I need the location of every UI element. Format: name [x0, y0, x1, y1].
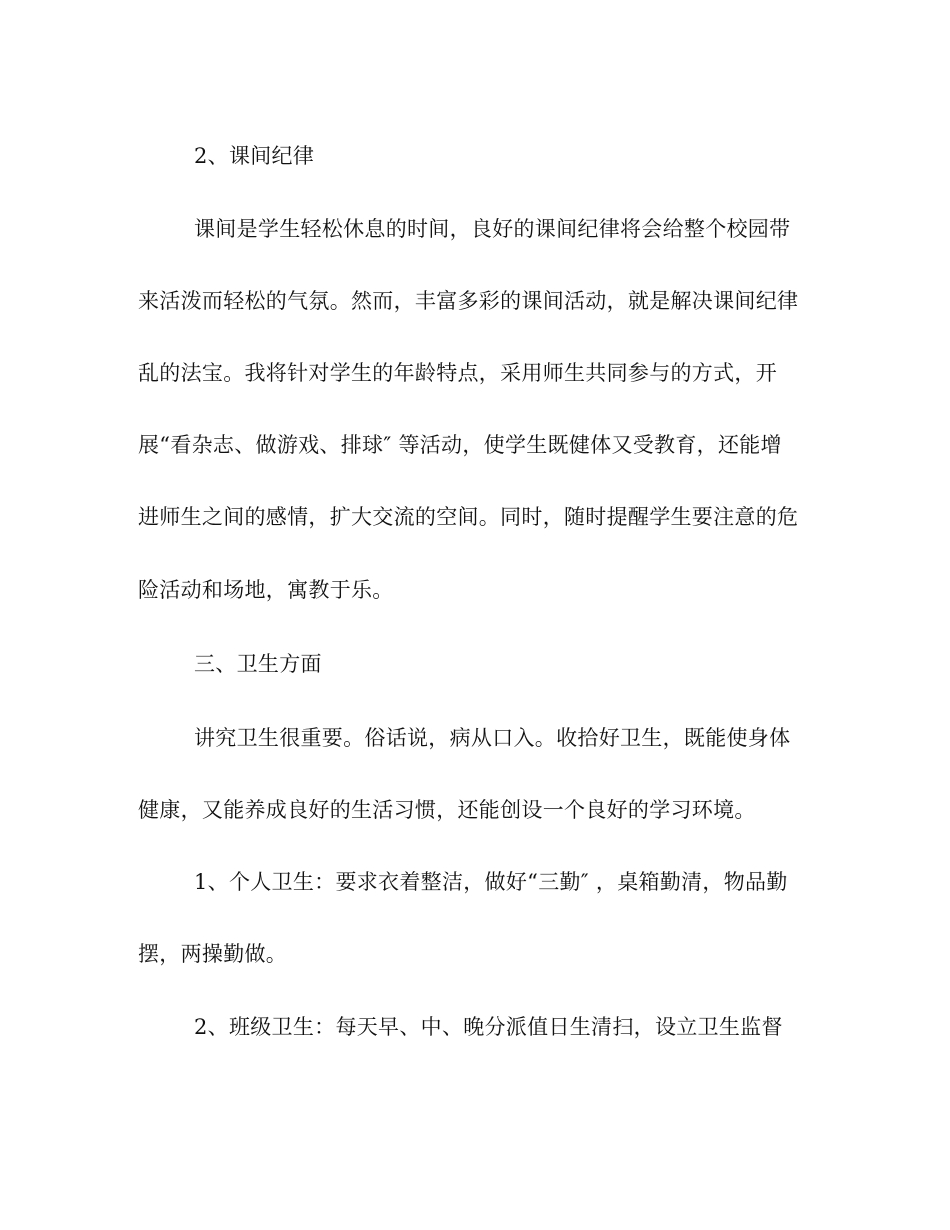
subheading-break-discipline: 2、课间纪律: [194, 144, 315, 168]
paragraph-line: 讲究卫生很重要。俗话说，病从口入。收拾好卫生，既能使身体: [194, 726, 791, 750]
paragraph-line: 展“看杂志、做游戏、排球″ 等活动，使学生既健体又受教育，还能增: [138, 433, 782, 457]
paragraph-line: 乱的法宝。我将针对学生的年龄特点，采用师生共同参与的方式，开: [138, 361, 777, 385]
section-heading-hygiene: 三、卫生方面: [194, 652, 322, 676]
paragraph-line: 进师生之间的感情，扩大交流的空间。同时，随时提醒学生要注意的危: [138, 505, 799, 529]
paragraph-line: 课间是学生轻松休息的时间，良好的课间纪律将会给整个校园带: [194, 217, 791, 241]
paragraph-line: 健康，又能养成良好的生活习惯，还能创设一个良好的学习环境。: [138, 798, 756, 822]
paragraph-line: 摆，两操勤做。: [138, 942, 288, 966]
paragraph-line: 1、个人卫生：要求衣着整洁，做好“三勤″ ，桌箱勤清，物品勤: [194, 870, 788, 894]
paragraph-line: 来活泼而轻松的气氛。然而，丰富多彩的课间活动，就是解决课间纪律: [138, 289, 799, 313]
paragraph-line: 险活动和场地，寓教于乐。: [138, 578, 394, 602]
paragraph-line: 2、班级卫生：每天早、中、晚分派值日生清扫，设立卫生监督: [194, 1015, 783, 1039]
